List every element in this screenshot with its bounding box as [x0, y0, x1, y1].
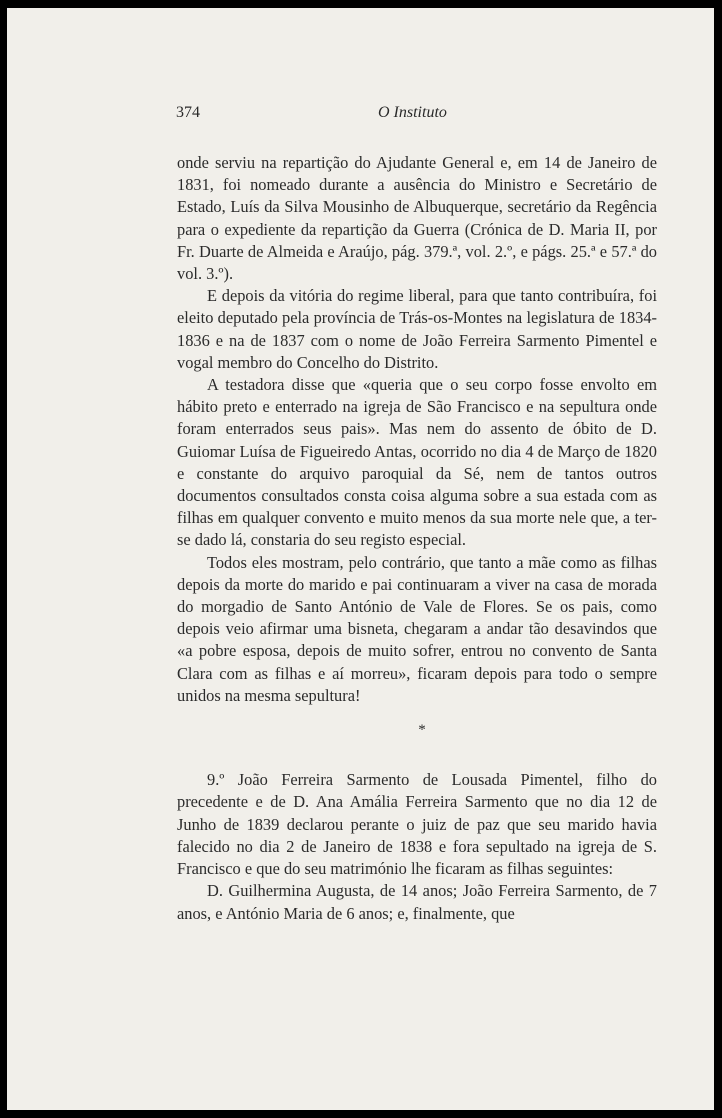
page-header: [7, 104, 714, 128]
section-separator: *: [418, 722, 426, 739]
paragraph: onde serviu na repartição do Ajudante General e, em 14 de Janeiro de 1831, foi nomeado durante a ausência do Ministro e Secretário de Estado, Luís da Silva Mousinho de Albuquerque, secretário da Regência para o expediente da repartição da Guerra (Crónica de D. Maria II, por Fr. Duarte de Almeida e Araújo, pág. 379.ª, vol. 2.º, e págs. 25.ª e 57.ª do vol. 3.º).: [177, 153, 657, 284]
paragraph: D. Guilhermina Augusta, de 14 anos; João Ferreira Sarmento, de 7 anos, e António Maria de 6 anos; e, finalmente, que: [177, 881, 657, 923]
page-number: 374: [176, 104, 200, 121]
paragraph: Todos eles mostram, pelo contrário, que tanto a mãe como as filhas depois da morte do marido e pai continuaram a viver na casa de morada do morgadio de Santo António de Vale de Flores. Se os pais, como depois veio afirmar uma bisneta, chegaram a andar tão desavindos que «a pobre esposa, depois de muito sofrer, entrou no convento de Santa Clara com as filhas e aí morreu», ficaram depois para todo o sempre unidos na mesma sepultura!: [177, 552, 657, 705]
running-title: O Instituto: [378, 104, 447, 121]
paragraph: E depois da vitória do regime liberal, para que tanto contribuíra, foi eleito deputado pela província de Trás-os-Montes na legislatura de 1834-1836 e na de 1837 com o nome de João Ferreira Sarmento Pimentel e vogal membro do Concelho do Distrito.: [177, 286, 657, 372]
book-page: [7, 8, 714, 1110]
paragraph: 9.º João Ferreira Sarmento de Lousada Pimentel, filho do precedente e de D. Ana Amália Ferreira Sarmento que no dia 12 de Junho de 1839 declarou perante o juiz de paz que seu marido havia falecido no dia 2 de Janeiro de 1838 e fora sepultado na igreja de S. Francisco e que do seu matrimónio lhe ficaram as filhas seguintes:: [177, 770, 657, 879]
paragraph: A testadora disse que «queria que o seu corpo fosse envolto em hábito preto e enterrado na igreja de São Francisco e na sepultura onde foram enterrados seus pais». Mas nem do assento de óbito de D. Guiomar Luísa de Figueiredo Antas, ocorrido no dia 4 de Março de 1820 e constante do arquivo paroquial da Sé, nem de tantos outros documentos consultados consta coisa alguma sobre a sua estada com as filhas em qualquer convento e muito menos da sua morte nele que, a ter-se dado lá, constaria do seu registo especial.: [177, 375, 657, 550]
body-text: [177, 152, 657, 925]
